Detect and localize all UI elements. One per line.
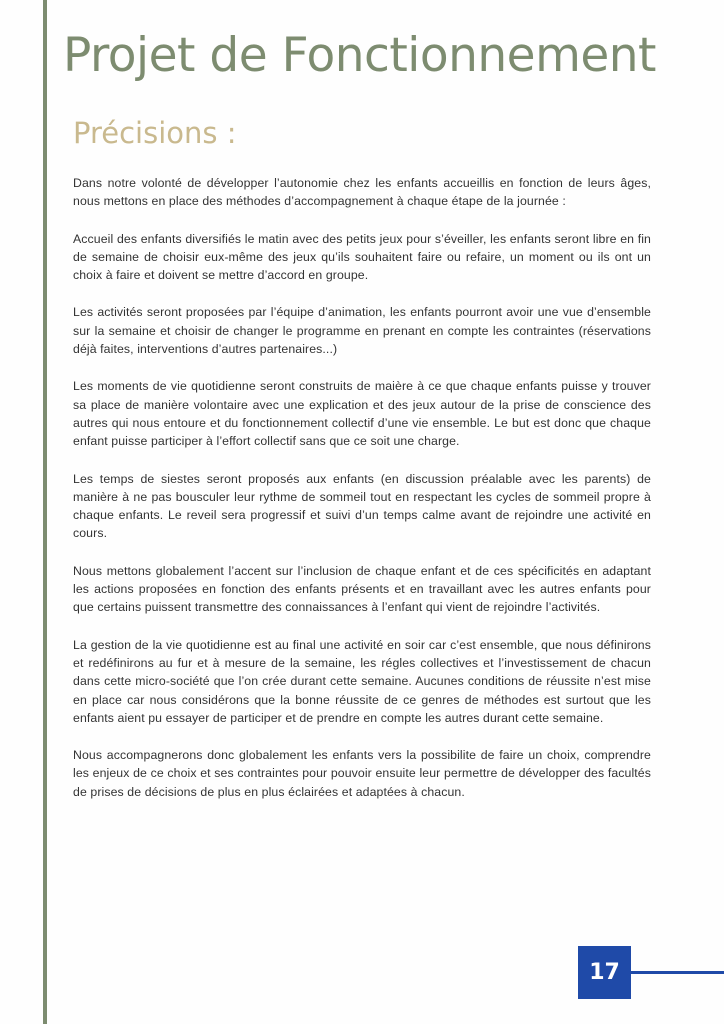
paragraph: Nous mettons globalement l’accent sur l’inclusion de chaque enfant et de ces spécificités en adaptant les actions proposées en fonction des enfants présents et en travaillant avec les autres enfants pour que certains puissent transmettre des connaissances à l’enfant qui vient de rejoindre l’activités. [73,563,651,615]
page-number-rule [631,971,724,974]
paragraph: La gestion de la vie quotidienne est au final une activité en soir car c’est ensemble, que nous définirons et redéfinirons au fur et à mesure de la semaine, les régles collectives et l’investissement de chacun dans cette micro-société que l’on crée durant cette semaine. Aucunes conditions de réussite n’est mise en place car nous considérons que la bonne réussite de ce genres de méthodes est surtout que les enfants aient pu essayer de participer et de prendre en compte les autres durant cette semaine. [73,637,651,725]
body-text [73,174,651,820]
page-number: 17 [578,946,631,999]
paragraph: Dans notre volonté de développer l’autonomie chez les enfants accueillis en fonction de leurs âges, nous mettons en place des méthodes d’accompagnement à chaque étape de la journée : [73,176,651,209]
paragraph: Nous accompagnerons donc globalement les enfants vers la possibilite de faire un choix, comprendre les enjeux de ce choix et ses contraintes pour pouvoir ensuite leur permettre de développer des facultés de prises de décisions de plus en plus éclairées et adaptées à chacun. [73,748,651,799]
page-title: Projet de Fonctionnement [63,28,656,83]
paragraph: Les moments de vie quotidienne seront construits de maière à ce que chaque enfants puisse y trouver sa place de manière volontaire avec une explication et des jeux autour de la prise de conscience des autres qui nous entoure et du fonctionnement collectif d’une vie ensemble. Le but est donc que chaque enfant puisse participer à l’effort collectif sans que ce soit une charge. [73,379,651,449]
paragraph: Les temps de siestes seront proposés aux enfants (en discussion préalable avec les parents) de manière à ne pas bousculer leur rythme de sommeil tout en respectant les cycles de sommeil propre à chaque enfants. Le reveil sera progressif et suivi d’un temps calme avant de rejoindre une activité en cours. [73,471,651,541]
paragraph: Les activités seront proposées par l’équipe d’animation, les enfants pourront avoir une vue d’ensemble sur la semaine et choisir de changer le programme en prenant en compte les contraintes (réservations déjà faites, interventions d’autres partenaires...) [73,305,651,357]
paragraph: Accueil des enfants diversifiés le matin avec des petits jeux pour s’éveiller, les enfants seront libre en fin de semaine de choisir eux-même des jeux qu’ils souhaitent faire ou refaire, un moment ou ils ont un choix à faire et doivent se mettre d’accord en groupe. [73,231,651,283]
left-border-rule [43,0,47,1024]
section-heading: Précisions : [73,116,237,150]
